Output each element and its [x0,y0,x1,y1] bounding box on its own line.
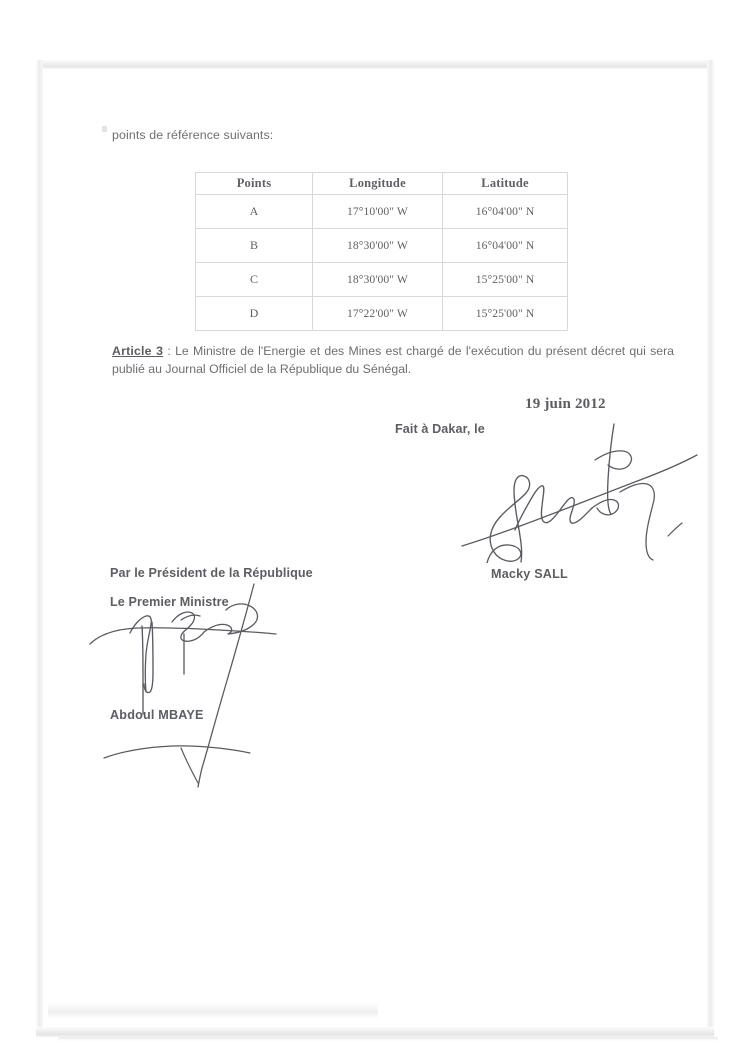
article-text: Le Ministre de l'Energie et des Mines est chargé de l'exécution du présent décret qui sera publié au Journal Officiel de la République du Sénégal. [112,344,675,376]
column-header-longitude: Longitude [313,173,443,195]
table-row [196,263,568,297]
coordinates-table [195,172,568,331]
cell-point: C [196,263,313,297]
table-row [196,229,568,263]
document-content [36,60,714,1037]
cell-point: D [196,297,313,331]
coordinates-table-container [195,172,567,331]
table-row [196,297,568,331]
cell-point: B [196,229,313,263]
president-signature-ink [454,418,704,563]
cell-longitude: 17°10'00" W [313,195,443,229]
cell-latitude: 16°04'00" N [443,195,568,229]
countersignature-label: Par le Président de la République [110,566,313,580]
scanned-page [36,60,714,1037]
table-row [196,195,568,229]
cell-point: A [196,195,313,229]
intro-paragraph: points de référence suivants: [112,128,274,142]
cell-longitude: 18°30'00" W [313,229,443,263]
signing-place-label: Fait à Dakar, le [395,422,485,436]
cell-latitude: 16°04'00" N [443,229,568,263]
column-header-points: Points [196,173,313,195]
cell-longitude: 18°30'00" W [313,263,443,297]
president-name: Macky SALL [491,567,568,581]
prime-minister-title: Le Premier Ministre [110,595,229,609]
article-paragraph [112,343,674,378]
prime-minister-signature-ink [86,580,316,800]
page-shadow [58,1037,718,1041]
cell-latitude: 15°25'00" N [443,263,568,297]
signing-date: 19 juin 2012 [525,396,606,412]
cell-longitude: 17°22'00" W [313,297,443,331]
table-header-row [196,173,568,195]
prime-minister-name: Abdoul MBAYE [110,708,204,722]
cell-latitude: 15°25'00" N [443,297,568,331]
article-separator: : [163,344,176,358]
column-header-latitude: Latitude [443,173,568,195]
article-label: Article 3 [112,344,164,358]
